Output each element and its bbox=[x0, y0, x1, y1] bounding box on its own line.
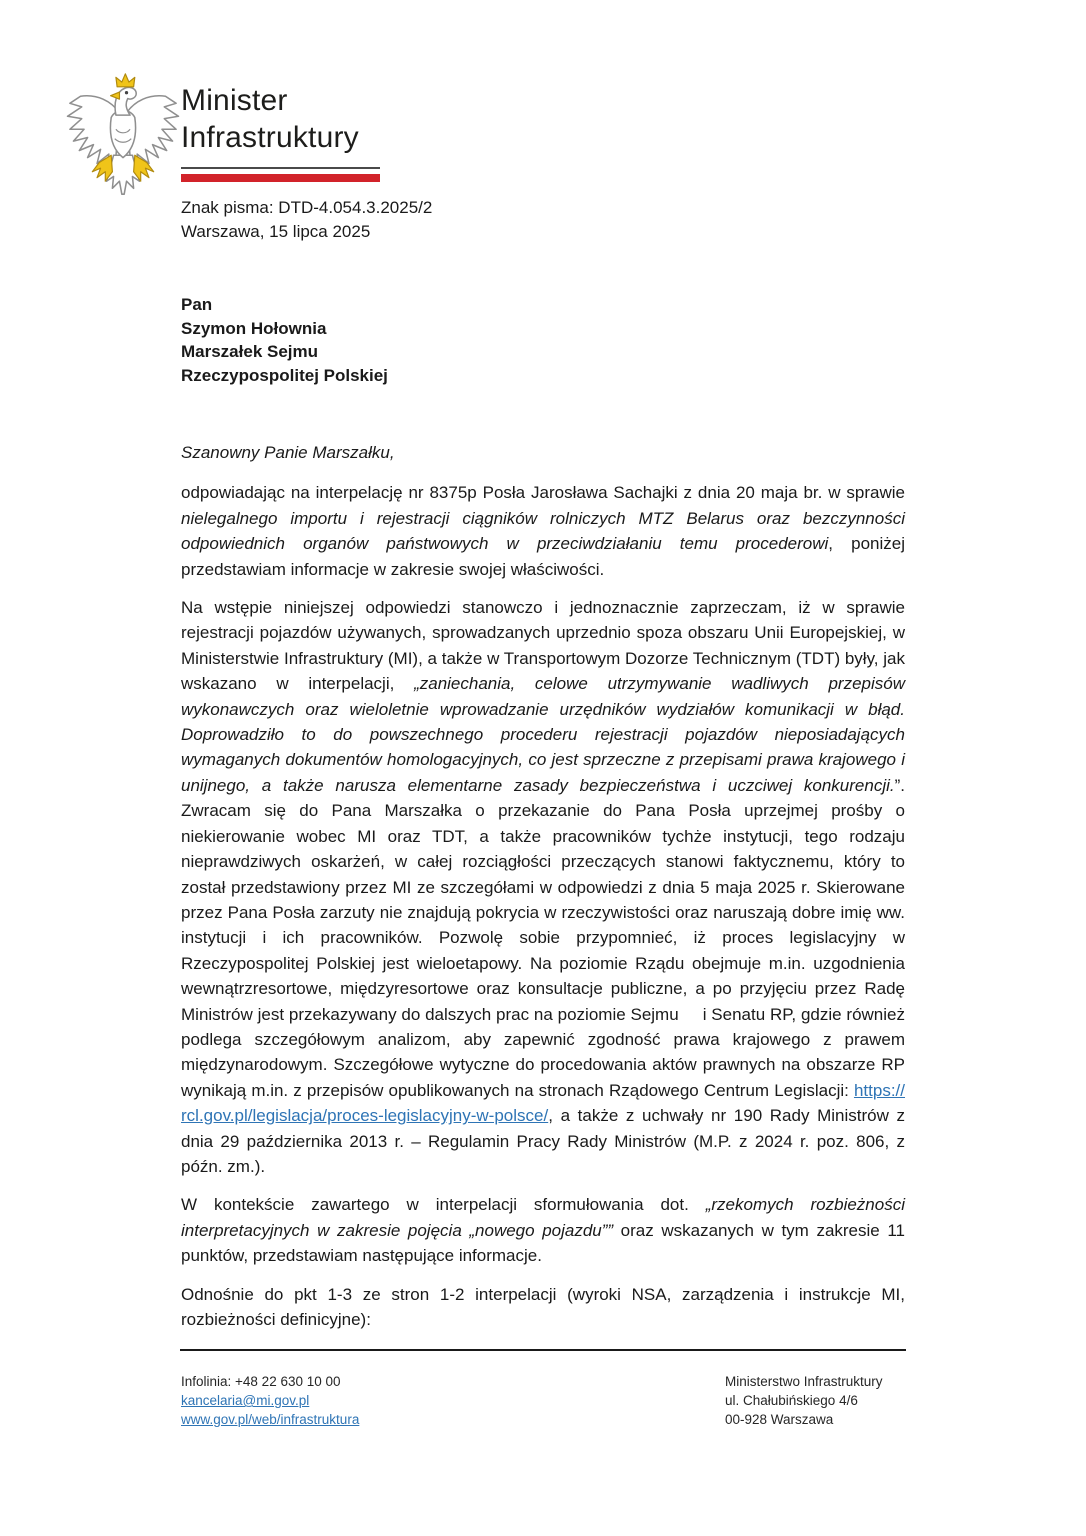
footer-infoline: Infolinia: +48 22 630 10 00 bbox=[181, 1374, 341, 1389]
footer-address-line: ul. Chałubińskiego 4/6 bbox=[725, 1393, 858, 1408]
paragraph-text: oraz wskazanych w tym zakresie 11 punktów, przedstawiam następujące informacje. bbox=[181, 1220, 905, 1266]
body-paragraph-4 bbox=[181, 1282, 905, 1333]
footer-address-line: Ministerstwo Infrastruktury bbox=[725, 1374, 883, 1389]
footer-divider-line bbox=[180, 1349, 906, 1351]
body-paragraphs bbox=[181, 480, 905, 1332]
sender-title bbox=[181, 82, 359, 156]
footer-contact-block bbox=[181, 1372, 359, 1429]
letter-body bbox=[181, 440, 905, 1345]
addressee-block bbox=[181, 293, 388, 387]
footer-address-block bbox=[725, 1372, 883, 1429]
paragraph-text: , poniżej przedstawiam informacje w zakresie swojej właściwości. bbox=[181, 534, 906, 579]
quoted-italic-text: „zaniechania, celowe utrzymywanie wadliwych przepisów wykonawczych oraz wieloletnie wprowadzanie urzędników wydziałów komunikacji w błąd. Doprowadziło to do powszechnego procederu rejestracji pojazdów nieposiadających wymaganych dokumentów homologacyjnych, co jest sprzeczne z przepisami prawa krajowego i unijnego, a także narusza elementarne zasady bezpieczeństwa i uczciwej konkurencji. bbox=[181, 674, 905, 795]
body-paragraph-3 bbox=[181, 1192, 905, 1268]
paragraph-text: W kontekście zawartego w interpelacji sformułowania dot. bbox=[181, 1195, 706, 1215]
addressee-line: Szymon Hołownia bbox=[181, 318, 327, 338]
quoted-italic-text: „rzekomych rozbieżności interpretacyjnych w zakresie pojęcia „nowego pojazdu”” bbox=[181, 1195, 905, 1240]
footer-email-link[interactable]: kancelaria@mi.gov.pl bbox=[181, 1393, 310, 1408]
letter-meta bbox=[181, 196, 432, 243]
footer-address-line: 00-928 Warszawa bbox=[725, 1412, 834, 1427]
polish-eagle-emblem-icon bbox=[64, 72, 182, 196]
addressee-line: Pan bbox=[181, 295, 213, 314]
reference-number: Znak pisma: DTD-4.054.3.2025/2 bbox=[181, 198, 433, 217]
footer-website-link[interactable]: www.gov.pl/web/infrastruktura bbox=[181, 1412, 360, 1427]
salutation: Szanowny Panie Marszałku, bbox=[181, 443, 395, 462]
addressee-line: Rzeczypospolitej Polskiej bbox=[181, 365, 388, 385]
paragraph-text: ”. Zwracam się do Pana Marszałka o przekazanie do Pana Posła uprzejmej prośby o niekierowanie wobec MI oraz TDT, a także pracowników tychże instytucji, tego rodzaju nieprawdziwych oskarżeń, w całej rozciągłości przeczących stanowi faktycznemu, który to został przedstawiony przez MI ze szczegółami w odpowiedzi z dnia 5 maja 2025 r. Skierowane przez Pana Posła zarzuty nie znajdują pokrycia w rzeczywistości oraz naruszają dobre imię ww. instytucji i ich pracowników. Pozwolę sobie przypomnieć, iż proces legislacyjny w Rzeczypospolitej Polskiej jest wieloetapowy. Na poziomie Rządu obejmuje m.in. uzgodnienia wewnątrzresortowe, międzyresortowe oraz konsultacje publiczne, a po przyjęciu przez Radę Ministrów jest przekazywany do dalszych prac na poziomie Sejmu i Senatu RP, gdzie również podlega szczegółowym analizom, aby zapewnić zgodność prawa krajowego z prawem międzynarodowym. Szczegółowe wytyczne do procedowania aktów prawnych na obszarze RP wynikają m.in. z przepisów opublikowanych na stronach Rządowego Centrum Legislacji: bbox=[181, 775, 905, 1100]
quoted-italic-text: nielegalnego importu i rejestracji ciągników rolniczych MTZ Belarus oraz bezczynności odpowiednich organów państwowych w przeciwdziałaniu temu procederowi bbox=[181, 508, 905, 554]
body-paragraph-1 bbox=[181, 480, 905, 582]
sender-title-line1: Minister bbox=[181, 84, 288, 117]
header-red-bar bbox=[181, 174, 380, 182]
paragraph-text: Na wstępie niniejszej odpowiedzi stanowczo i jednoznacznie zaprzeczam, iż w sprawie rejestracji pojazdów używanych, sprowadzanych uprzednio spoza obszaru Unii Europejskiej, w Ministerstwie Infrastruktury (MI), a także w Transportowym Dozorze Technicznym (TDT) były, jak wskazano w interpelacji, bbox=[181, 598, 905, 694]
body-paragraph-2 bbox=[181, 595, 905, 1179]
addressee-line: Marszałek Sejmu bbox=[181, 342, 319, 361]
paragraph-text: Odnośnie do pkt 1-3 ze stron 1-2 interpelacji (wyroki NSA, zarządzenia i instrukcje MI, rozbieżności definicyjne): bbox=[181, 1284, 905, 1329]
sender-title-line2: Infrastruktury bbox=[181, 121, 359, 154]
header-divider-line bbox=[181, 167, 380, 169]
paragraph-text: , a także z uchwały nr 190 Rady Ministrów z dnia 29 października 2013 r. – Regulamin Pracy Rady Ministrów (M.P. z 2024 r. poz. 806, z późn. zm.). bbox=[181, 1106, 905, 1176]
inline-hyperlink[interactable]: https://rcl.gov.pl/legislacja/proces-legislacyjny-w-polsce/ bbox=[181, 1080, 905, 1126]
paragraph-text: odpowiadając na interpelację nr 8375p Posła Jarosława Sachajki z dnia 20 maja br. w sprawie bbox=[181, 483, 905, 503]
place-and-date: Warszawa, 15 lipca 2025 bbox=[181, 221, 371, 241]
